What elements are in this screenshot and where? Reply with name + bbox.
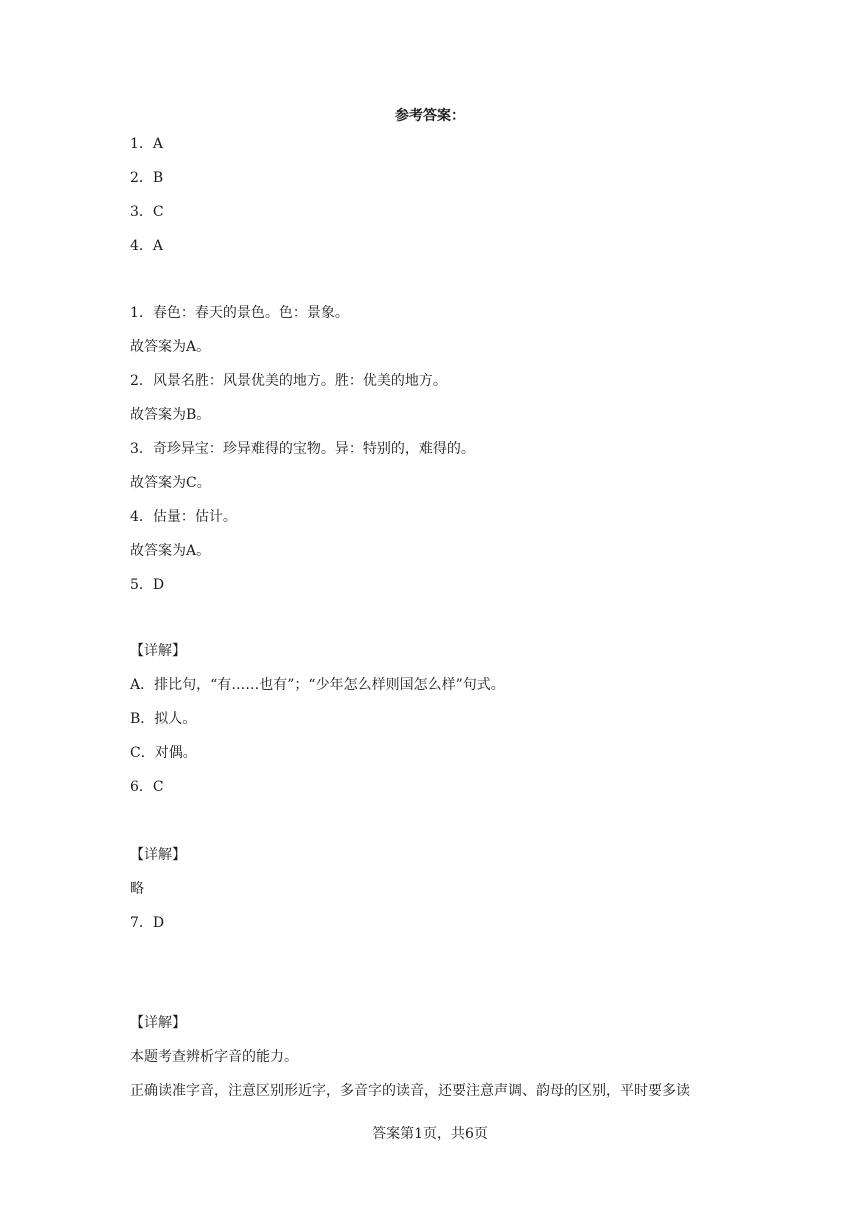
explanation-line: 3．奇珍异宝：珍异难得的宝物。异：特别的，难得的。 (130, 441, 475, 457)
answer-line: 3．C (130, 204, 164, 220)
explanation-line: 正确读准字音，注意区别形近字，多音字的读音，还要注意声调、韵母的区别，平时要多读 (130, 1083, 690, 1099)
detail-heading: 【详解】 (130, 1015, 186, 1031)
page-footer: 答案第1页，共6页 (372, 1126, 488, 1142)
explanation-line: 故答案为A。 (130, 543, 211, 559)
explanation-line: 故答案为B。 (130, 407, 211, 423)
answer-line: 1．A (130, 136, 164, 152)
page-title: 参考答案： (395, 108, 465, 124)
detail-heading: 【详解】 (130, 847, 186, 863)
answer-line: 2．B (130, 170, 164, 186)
explanation-line: 略 (130, 881, 144, 897)
explanation-line: 故答案为C。 (130, 475, 211, 491)
explanation-line: 本题考查辨析字音的能力。 (130, 1049, 298, 1065)
explanation-line: 2．风景名胜：风景优美的地方。胜：优美的地方。 (130, 373, 447, 389)
answer-line: 5．D (130, 577, 165, 593)
detail-heading: 【详解】 (130, 643, 186, 659)
explanation-line: 1．春色：春天的景色。色：景象。 (130, 305, 349, 321)
explanation-line: A．排比句，“有……也有”；“少年怎么样则国怎么样”句式。 (130, 677, 505, 693)
explanation-line: B．拟人。 (130, 711, 197, 727)
answer-line: 6．C (130, 779, 164, 795)
explanation-line: 4．估量：估计。 (130, 509, 237, 525)
answer-line: 4．A (130, 238, 164, 254)
explanation-line: 故答案为A。 (130, 339, 211, 355)
answer-line: 7．D (130, 915, 165, 931)
explanation-line: C．对偶。 (130, 745, 197, 761)
